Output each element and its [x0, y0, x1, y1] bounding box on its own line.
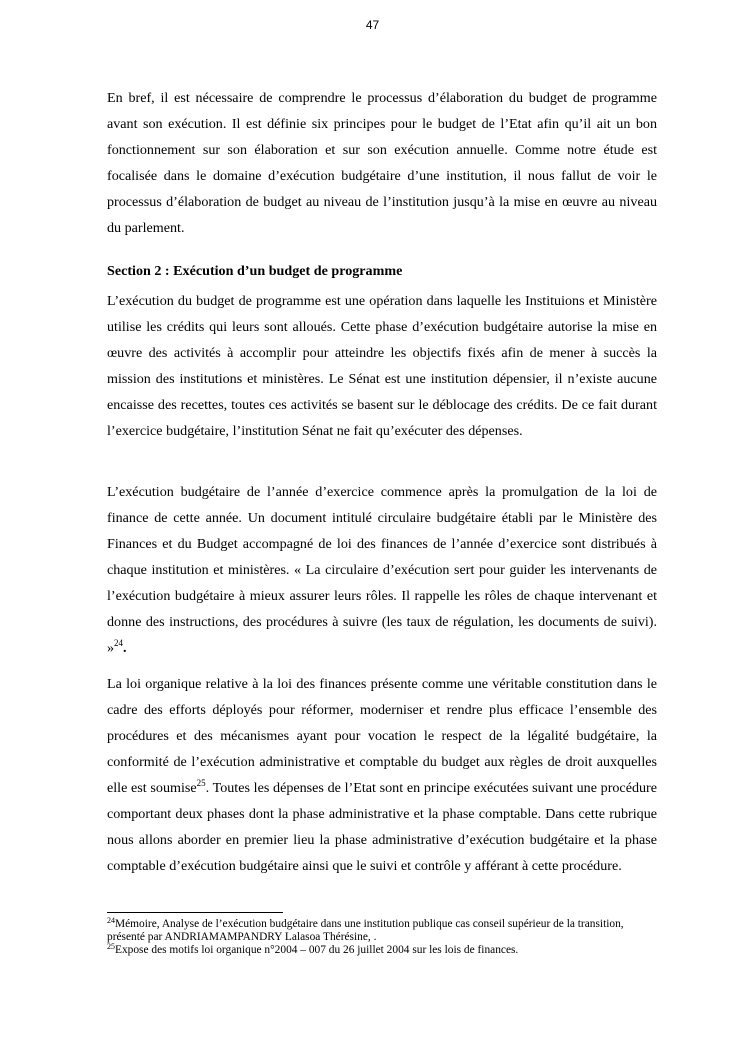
footnote-number: 24 [107, 916, 115, 925]
page-number: 47 [365, 18, 380, 32]
paragraph-execution: L’exécution du budget de programme est une opération dans laquelle les Instituions et Ministère utilise les crédits qui leurs sont alloués. Cette phase d’exécution budgétaire autorise la mise en œuvre des activités à accomplir pour atteindre les objectifs fixés afin de mener à succès la mission des institutions et ministères. Le Sénat est une institution dépensier, il n’existe aucune encaisse des recettes, toutes ces activités se basent sur le déblocage des crédits. De ce fait durant l’exercice budgétaire, l’institution Sénat ne fait qu’exécuter des dépenses. [107, 293, 657, 439]
footnote-24 [107, 918, 647, 944]
footnote-text: Mémoire, Analyse de l’exécution budgétaire dans une institution publique cas conseil supérieur de la transition, présenté par ANDRIAMAMPANDRY Lalasoa Thérésine, . [107, 918, 624, 943]
paragraph-text-before: La loi organique relative à la loi des finances présente comme une véritable constitution dans le cadre des efforts déployés pour réformer, moderniser et rendre plus efficace l’ensemble des procédures et des mécanismes ayant pour vocation le respect de la légalité budgétaire, la conformité de l’exécution administrative et comptable du budget aux règles de droit auxquelles elle est soumise [107, 676, 657, 796]
footnote-number: 25 [107, 942, 115, 951]
paragraph-text: L’exécution budgétaire de l’année d’exercice commence après la promulgation de la loi de finance de cette année. Un document intitulé circulaire budgétaire établi par le Ministère des Finances et du Budget accompagné de loi des finances de l’année d’exercice sont distribués à chaque institution et ministères. « La circulaire d’exécution sert pour guider les intervenants de l’exécution budgétaire à mieux assurer leurs rôles. Il rappelle les rôles de chaque intervenant et donne des instructions, des procédures à suivre (les taux de régulation, les documents de suivi). » [107, 484, 657, 656]
paragraph-text-after: . Toutes les dépenses de l’Etat sont en principe exécutées suivant une procédure comportant deux phases dont la phase administrative et la phase comptable. Dans cette rubrique nous allons aborder en premier lieu la phase administrative d’exécution budgétaire et la phase comptable d’exécution budgétaire ainsi que le suivi et contrôle y afférant à cette procédure. [107, 780, 657, 874]
footnote-25 [107, 944, 647, 957]
paragraph-end-mark: . [123, 640, 127, 656]
footnote-reference: 24 [114, 638, 124, 648]
footnote-separator [107, 912, 283, 913]
paragraph-loi-organique [107, 671, 657, 879]
footnote-reference: 25 [196, 778, 206, 788]
footnotes [107, 918, 647, 957]
paragraph-intro: En bref, il est nécessaire de comprendre le processus d’élaboration du budget de programme avant son exécution. Il est définie six principes pour le budget de l’Etat afin qu’il ait un bon fonctionnement sur son élaboration et sur son exécution annuelle. Comme notre étude est focalisée dans le domaine d’exécution budgétaire d’une institution, il nous fallut de voir le processus d’élaboration de budget au niveau de l’institution jusqu’à la mise en œuvre au niveau du parlement. [107, 90, 657, 236]
section-heading: Section 2 : Exécution d’un budget de programme [107, 263, 403, 279]
paragraph-circulaire [107, 479, 657, 661]
footnote-text: Expose des motifs loi organique n°2004 – 007 du 26 juillet 2004 sur les lois de finances. [115, 944, 519, 956]
